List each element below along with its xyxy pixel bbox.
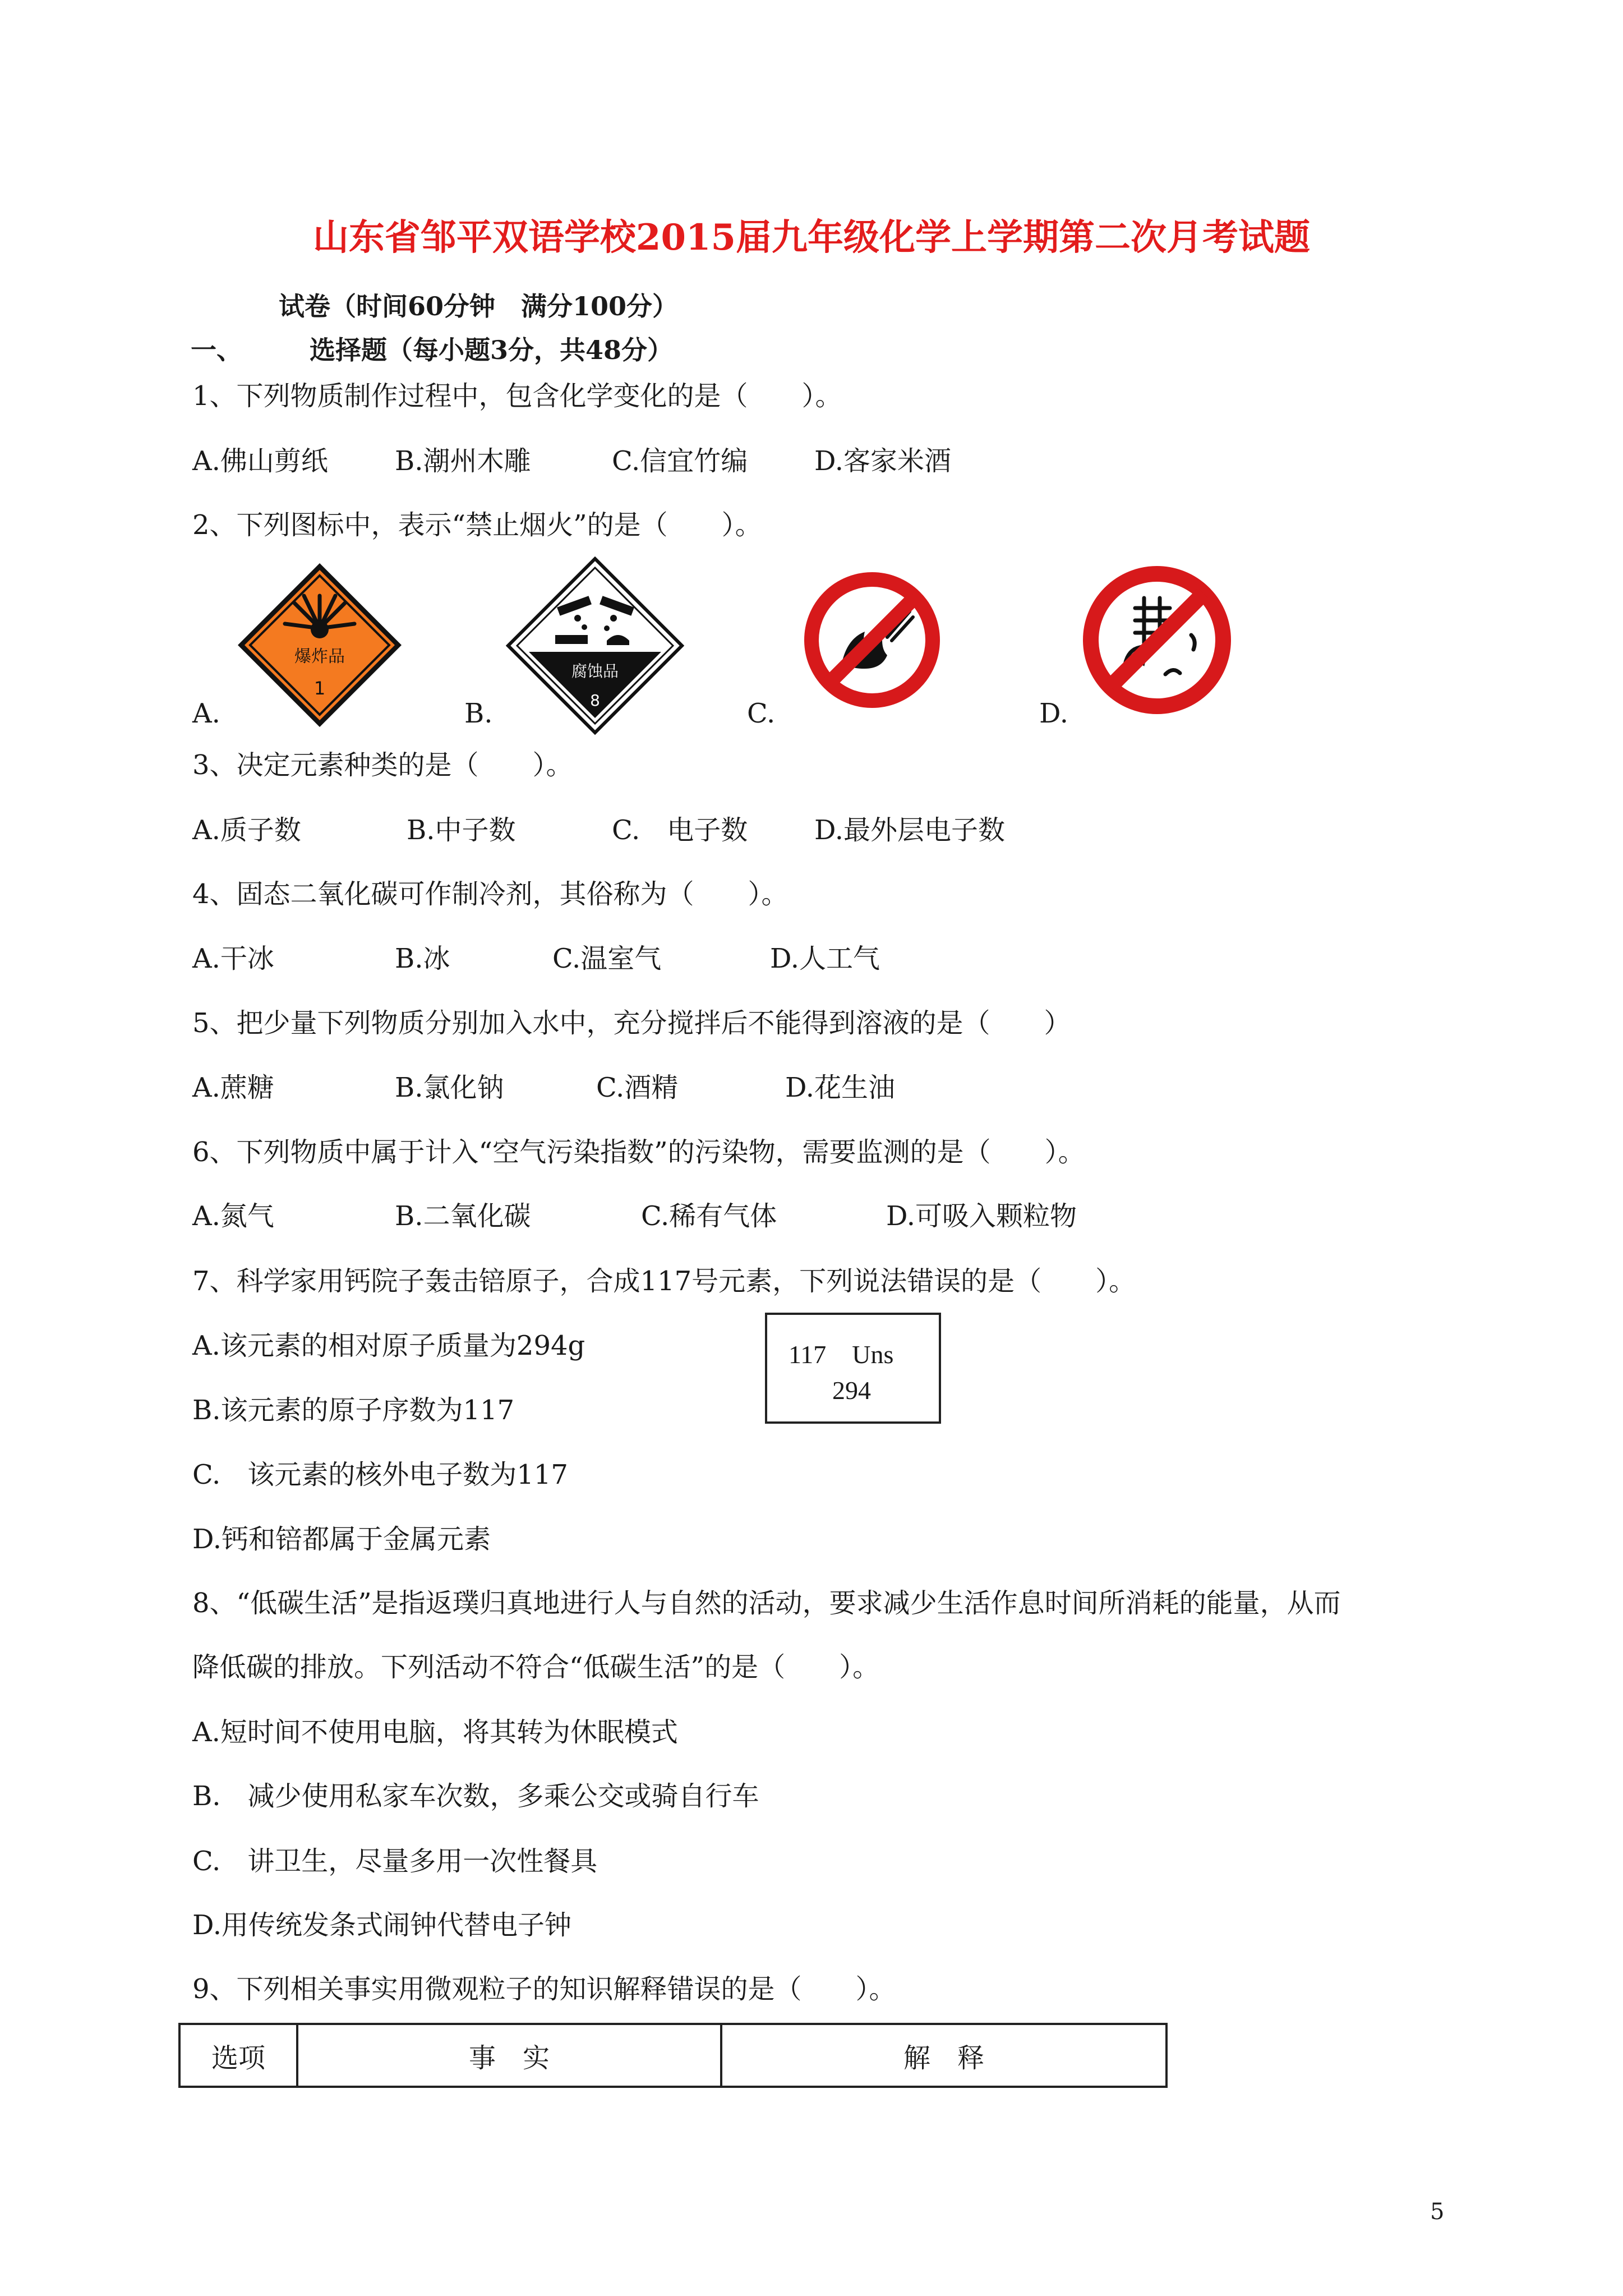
question-stem: 8、“低碳生活”是指返璞归真地进行人与自然的活动，要求减少生活作息时间所消耗的能量，从而 — [192, 1588, 1341, 1619]
page-number: 5 — [1430, 2199, 1445, 2225]
question-stem: 1、下列物质制作过程中，包含化学变化的是（ ）。 — [192, 380, 842, 412]
section-title: 选择题（每小题3分，共48分） — [310, 335, 674, 365]
option-a: A.质子数 — [192, 815, 301, 846]
table-header-explanation: 解 释 — [721, 2024, 1166, 2087]
option-c: C.信宜竹编 — [612, 445, 748, 477]
option-c: C. — [747, 698, 776, 729]
option-b: B.氯化钠 — [395, 1072, 504, 1103]
option-c: C. 电子数 — [612, 815, 748, 846]
option-d: D.用传统发条式闹钟代替电子钟 — [192, 1910, 572, 1941]
question-stem: 3、决定元素种类的是（ ）。 — [192, 749, 573, 781]
question-stem: 5、把少量下列物质分别加入水中，充分搅拌后不能得到溶液的是（ ） — [192, 1007, 1071, 1039]
option-a: A.蔗糖 — [192, 1072, 274, 1103]
exam-info: 试卷（时间60分钟 满分100分） — [279, 291, 679, 321]
no-smoking-fire-sign — [1081, 564, 1233, 716]
option-b: B.潮州木雕 — [395, 445, 531, 477]
option-b: B.冰 — [395, 943, 450, 974]
question-stem-continued: 降低碳的排放。下列活动不符合“低碳生活”的是（ ）。 — [192, 1651, 880, 1683]
page-title: 山东省邹平双语学校2015届九年级化学上学期第二次月考试题 — [312, 217, 1311, 259]
option-a: A. — [192, 698, 220, 729]
option-d: D.钙和锫都属于金属元素 — [192, 1524, 491, 1555]
option-d: D. — [1039, 698, 1069, 729]
corrosive-sign-number: 8 — [590, 691, 600, 710]
option-c: C.稀有气体 — [641, 1200, 777, 1232]
element-symbol-line: 117 Uns — [789, 1340, 894, 1369]
option-d: D.最外层电子数 — [814, 815, 1006, 846]
option-a: A.短时间不使用电脑，将其转为休眠模式 — [192, 1717, 678, 1748]
explosive-sign — [236, 561, 404, 729]
option-a: A.氮气 — [192, 1200, 274, 1232]
element-mass: 294 — [832, 1376, 871, 1405]
option-c: C.温室气 — [552, 943, 662, 974]
no-open-flame-sign — [803, 571, 941, 709]
option-b: B. — [464, 698, 493, 729]
option-d: D.可吸入颗粒物 — [886, 1200, 1077, 1232]
element-card — [765, 1313, 941, 1424]
question-stem: 6、下列物质中属于计入“空气污染指数”的污染物，需要监测的是（ ）。 — [192, 1137, 1085, 1168]
question-stem: 4、固态二氧化碳可作制冷剂，其俗称为（ ）。 — [192, 878, 789, 910]
option-c: C. 该元素的核外电子数为117 — [192, 1459, 568, 1490]
corrosive-sign — [506, 556, 684, 735]
answer-table — [178, 2023, 1168, 2088]
explosive-sign-number: 1 — [313, 678, 326, 699]
question-stem: 2、下列图标中，表示“禁止烟火”的是（ ）。 — [192, 509, 762, 541]
question-stem: 7、科学家用钙院子轰击锫原子，合成117号元素，下列说法错误的是（ ）。 — [192, 1266, 1136, 1297]
option-c: C. 讲卫生，尽量多用一次性餐具 — [192, 1846, 598, 1877]
section-number: 一、 — [191, 335, 242, 365]
table-header-row — [179, 2024, 1166, 2087]
question-stem: 9、下列相关事实用微观粒子的知识解释错误的是（ ）。 — [192, 1973, 896, 2005]
option-a: A.佛山剪纸 — [192, 445, 328, 477]
option-a: A.该元素的相对原子质量为294g — [192, 1330, 585, 1361]
table-header-option: 选项 — [179, 2024, 297, 2087]
option-b: B.中子数 — [407, 815, 516, 846]
table-header-fact: 事 实 — [297, 2024, 721, 2087]
option-d: D.人工气 — [770, 943, 880, 974]
option-a: A.干冰 — [192, 943, 274, 974]
option-b: B.该元素的原子序数为117 — [192, 1395, 515, 1426]
corrosive-sign-label: 腐蚀品 — [571, 662, 619, 680]
option-b: B. 减少使用私家车次数，多乘公交或骑自行车 — [192, 1780, 759, 1812]
option-d: D.花生油 — [785, 1072, 896, 1103]
option-c: C.酒精 — [596, 1072, 679, 1103]
explosive-sign-label: 爆炸品 — [294, 647, 345, 666]
option-b: B.二氧化碳 — [395, 1200, 531, 1232]
option-d: D.客家米酒 — [814, 445, 952, 477]
